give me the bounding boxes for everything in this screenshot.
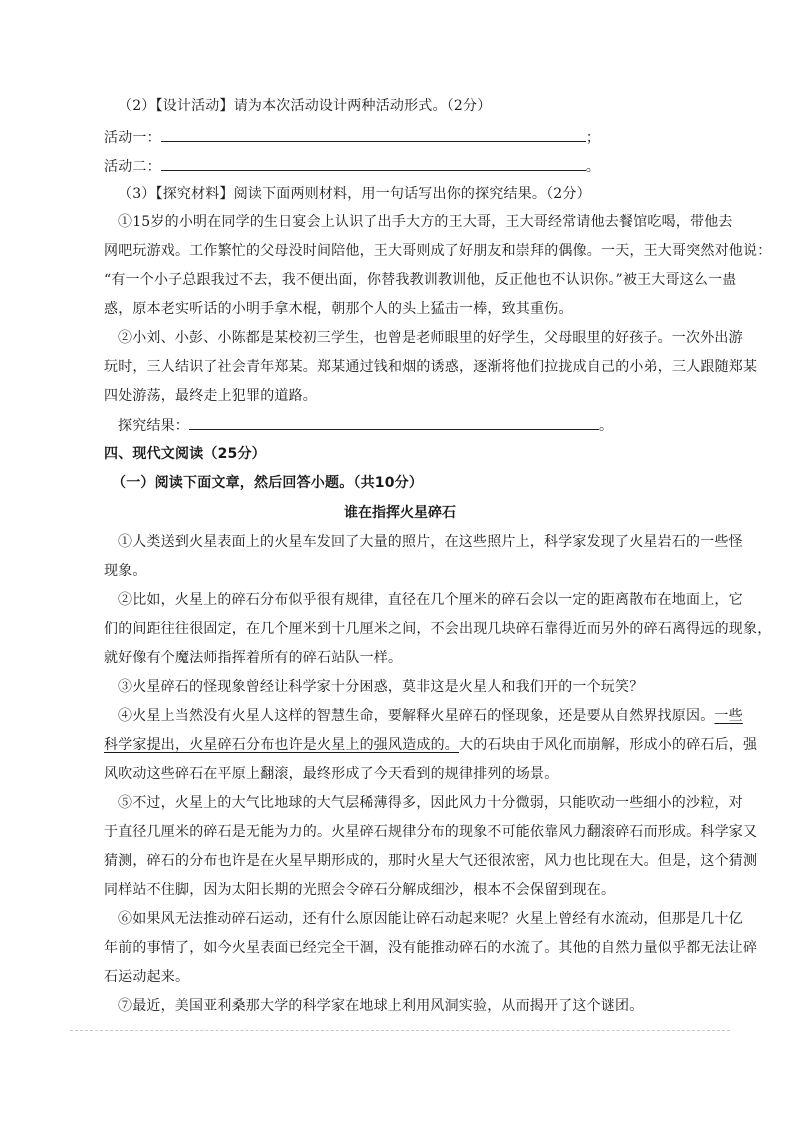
activity2-answer-blank[interactable] bbox=[161, 156, 586, 171]
material2-line: 玩时，三人结识了社会青年郑某。郑某通过钱和烟的诱惑，逐渐将他们拉拢成自己的小弟，三人跟随郑某 bbox=[104, 359, 758, 375]
activity2-end: 。 bbox=[585, 159, 601, 175]
paragraph-line: ③火星碎石的怪现象曾经让科学家十分困惑，莫非这是火星人和我们开的一个玩笑？ bbox=[118, 679, 644, 695]
paragraph-line: ⑤不过，火星上的大气比地球的大气层稀薄得多，因此风力十分微弱，只能吹动一些细小的沙粒，对 bbox=[118, 795, 743, 811]
page-divider bbox=[70, 1030, 730, 1031]
activity1-row bbox=[104, 127, 724, 148]
underlined-text: 一些 bbox=[714, 708, 743, 724]
material2-line: 四处游荡，最终走上犯罪的道路。 bbox=[104, 388, 317, 404]
result-row bbox=[118, 415, 738, 436]
paragraph-line: 猜测，碎石的分布也许是在火星早期形成的，那时火星大气还很浓密，风力也比现在大。但是，这个猜测 bbox=[104, 853, 758, 869]
paragraph-line: ⑥如果风无法推动碎石运动，还有什么原因能让碎石动起来呢？火星上曾经有水流动，但那是几十亿 bbox=[118, 911, 743, 927]
underlined-text: 科学家提出，火星碎石分布也许是火星上的强风造成的。 bbox=[104, 737, 459, 753]
sub-heading: （一）阅读下面文章，然后回答小题。（共10分） bbox=[112, 475, 424, 491]
q2-prompt: （2）【设计活动】请为本次活动设计两种活动形式。（2分） bbox=[118, 98, 492, 114]
activity1-answer-blank[interactable] bbox=[161, 127, 586, 142]
activity2-row bbox=[104, 156, 724, 177]
article-title: 谁在指挥火星碎石 bbox=[344, 505, 456, 521]
paragraph-line bbox=[104, 735, 758, 755]
paragraph-line: 同样站不住脚，因为太阳长期的光照会令碎石分解成细沙，根本不会保留到现在。 bbox=[104, 882, 616, 898]
activity1-label: 活动一： bbox=[104, 130, 161, 146]
material2-line: ②小刘、小彭、小陈都是某校初三学生，也曾是老师眼里的好学生，父母眼里的好孩子。一次外出游 bbox=[118, 330, 743, 346]
paragraph-line: 于直径几厘米的碎石是无能为力的。火星碎石规律分布的现象不可能依靠风力翻滚碎石而形成。科学家又 bbox=[104, 824, 758, 840]
paragraph-line bbox=[118, 706, 743, 726]
paragraph-line: 就好像有个魔法师指挥着所有的碎石站队一样。 bbox=[104, 650, 403, 666]
paragraph-line: 们的间距往往很固定，在几个厘米到十几厘米之间，不会出现几块碎石靠得近而另外的碎石离得远的现象， bbox=[104, 621, 772, 637]
q3-prompt: （3）【探究材料】阅读下面两则材料，用一句话写出你的探究结果。（2分） bbox=[118, 186, 591, 202]
activity1-end: ； bbox=[585, 130, 601, 146]
paragraph-line: ①人类送到火星表面上的火星车发回了大量的照片，在这些照片上，科学家发现了火星岩石的一些怪 bbox=[118, 534, 743, 550]
material1-line: “有一个小子总跟我过不去，我不便出面，你替我教训教训他，反正他也不认识你。”被王大哥这么一蛊 bbox=[104, 272, 737, 288]
result-end: 。 bbox=[599, 418, 614, 434]
paragraph-line: ②比如，火星上的碎石分布似乎很有规律，直径在几个厘米的碎石会以一定的距离散布在地面上，它 bbox=[118, 592, 743, 608]
paragraph-line: 风吹动这些碎石在平原上翻滚，最终形成了今天看到的规律排列的场景。 bbox=[104, 766, 559, 782]
paragraph-text: 大的石块由于风化而崩解，形成小的碎石后，强 bbox=[459, 737, 758, 753]
paragraph-line: ⑦最近，美国亚利桑那大学的科学家在地球上利用风洞实验，从而揭开了这个谜团。 bbox=[118, 998, 644, 1014]
section-heading: 四、现代文阅读（25分） bbox=[104, 446, 266, 462]
paragraph-text: ④火星上当然没有火星人这样的智慧生命，要解释火星碎石的怪现象，还是要从自然界找原因。 bbox=[118, 708, 715, 724]
paragraph-line: 现象。 bbox=[104, 563, 147, 579]
activity2-label: 活动二： bbox=[104, 159, 161, 175]
result-label: 探究结果： bbox=[118, 418, 189, 434]
paragraph-line: 年前的事情了，如今火星表面已经完全干涸，没有能推动碎石的水流了。其他的自然力量似乎都无法让碎 bbox=[104, 940, 758, 956]
material1-line: ①15岁的小明在同学的生日宴会上认识了出手大方的王大哥，王大哥经常请他去餐馆吃喝，带他去 bbox=[118, 214, 733, 230]
material1-line: 惑，原本老实听话的小明手拿木棍，朝那个人的头上猛击一棒，致其重伤。 bbox=[104, 301, 573, 317]
paragraph-line: 石运动起来。 bbox=[104, 969, 190, 985]
result-answer-blank[interactable] bbox=[189, 415, 599, 430]
material1-line: 网吧玩游戏。工作繁忙的父母没时间陪他，王大哥则成了好朋友和崇拜的偶像。一天，王大哥突然对他说： bbox=[104, 243, 772, 259]
